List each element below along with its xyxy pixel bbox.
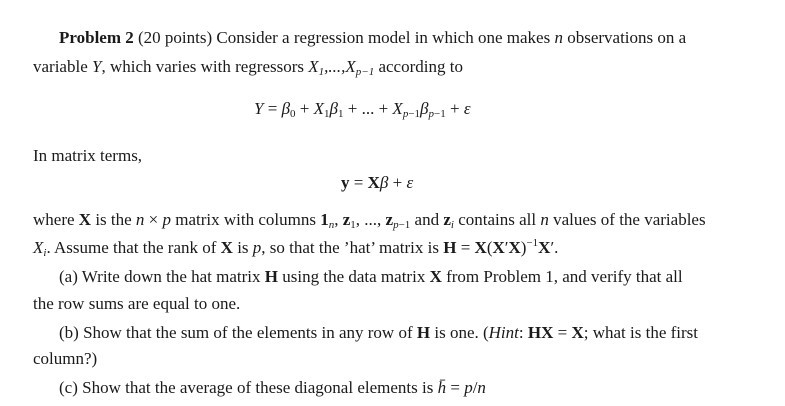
problem-intro: Consider a regression model in which one makes xyxy=(216,28,551,47)
problem-points: (20 points) xyxy=(138,28,213,47)
part-b-line-2: column?) xyxy=(33,349,98,368)
part-a-line-2: the row sums are equal to one. xyxy=(33,294,241,313)
part-a-line-1: (a) Write down the hat matrix H using the data matrix X from Problem 1, and verify that all xyxy=(59,267,683,286)
problem-statement-line-1 xyxy=(59,27,686,49)
hint-label: Hint xyxy=(488,323,519,342)
intro-variable-text: variable xyxy=(33,57,88,76)
part-c-line-1: (c) Show that the average of these diagonal elements is h̄ = p/n xyxy=(59,378,486,397)
variable-n: n xyxy=(554,28,563,47)
problem-heading: Problem 2 xyxy=(59,28,134,47)
definition-line-1: where X is the n × p matrix with columns $1_n$, $z_1$, ..., $z_{p-1}$ and $z_i$ contains all n values of the variables xyxy=(33,210,706,231)
variable-Y: Y xyxy=(92,57,102,76)
definition-line-2: $X_i$. Assume that the rank of X is p, so that the ’hat’ matrix is $H = X(X'X)^{-1}X'$. xyxy=(33,237,559,259)
intro-regressors-text: , which varies with regressors xyxy=(101,57,304,76)
regressor-list: $X_1,...,X_{p-1}$ xyxy=(308,57,375,78)
matrix-equation: y = Xβ + ε xyxy=(341,173,414,192)
problem-intro-cont: observations on a xyxy=(567,28,687,47)
problem-statement-line-2 xyxy=(33,56,463,78)
matrix-intro: In matrix terms, xyxy=(33,146,143,165)
part-b-line-1: (b) Show that the sum of the elements in any row of H is one. (Hint: HX = X; what is the first xyxy=(59,323,699,342)
regression-equation: $Y = \beta_0 + X_1\beta_1$ + ... + $X_{p-1}\beta_{p-1} + \varepsilon$ xyxy=(254,99,471,120)
intro-according-text: according to xyxy=(378,57,463,76)
